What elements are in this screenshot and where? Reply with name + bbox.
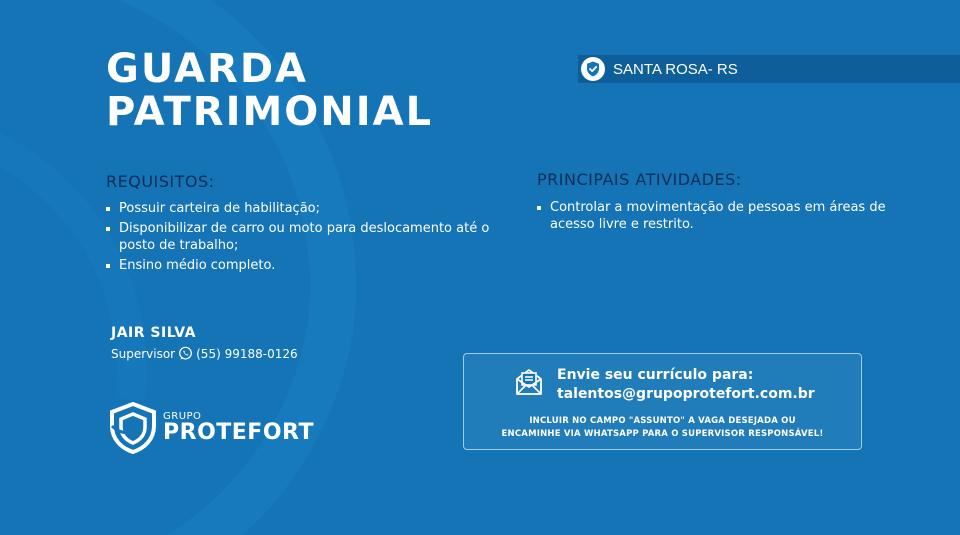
contact-phone: (55) 99188-0126 (196, 346, 298, 361)
cv-heading (557, 366, 815, 404)
activities-heading: PRINCIPAIS ATIVIDADES: (537, 170, 742, 189)
title-line-1: GUARDA (106, 46, 308, 92)
protefort-shield-icon (108, 402, 158, 454)
activities-list (537, 199, 887, 236)
logo-big-text: PROTEFORT (163, 420, 314, 445)
list-item: Ensino médio completo. (106, 257, 516, 274)
logo-small-text: GRUPO (163, 411, 202, 422)
cv-line-1: Envie seu currículo para: (557, 367, 754, 383)
page-title (106, 48, 433, 134)
cv-email[interactable]: talentos@grupoprotefort.com.br (557, 386, 815, 402)
protefort-logo (108, 402, 314, 454)
contact-line (111, 346, 298, 361)
contact-name: JAIR SILVA (111, 325, 196, 341)
shield-check-icon (581, 57, 605, 81)
mail-document-icon (514, 367, 544, 397)
title-line-2: PATRIMONIAL (106, 89, 434, 135)
list-item: Disponibilizar de carro ou moto para deslocamento até o posto de trabalho; (106, 220, 516, 254)
cv-note-line-2: ENCAMINHE VIA WHATSAPP PARA O SUPERVISOR RESPONSÁVEL! (501, 429, 824, 439)
list-item: Controlar a movimentação de pessoas em áreas de acesso livre e restrito. (537, 199, 887, 233)
cv-note (464, 415, 861, 441)
requirements-heading: REQUISITOS: (106, 172, 215, 191)
cv-note-line-1: INCLUIR NO CAMPO "ASSUNTO" A VAGA DESEJADA OU (529, 416, 796, 426)
requirements-list (106, 200, 516, 277)
location-bar (578, 55, 960, 83)
list-item: Possuir carteira de habilitação; (106, 200, 516, 217)
whatsapp-icon (178, 346, 193, 361)
location-label: SANTA ROSA- RS (613, 60, 738, 78)
cv-submission-box (463, 353, 862, 450)
contact-role: Supervisor (111, 346, 176, 361)
